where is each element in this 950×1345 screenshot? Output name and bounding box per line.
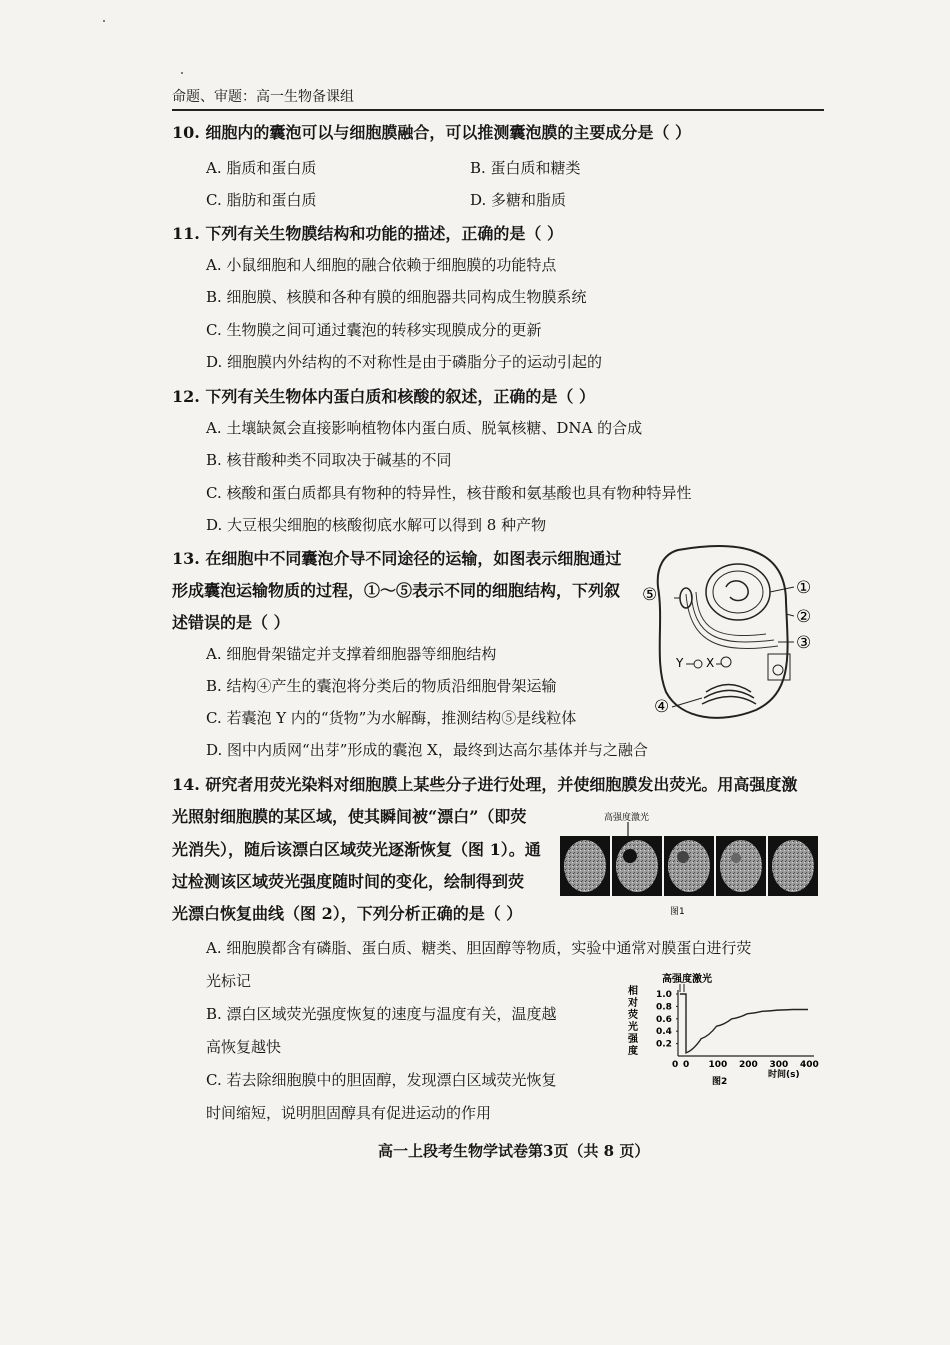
cell-membrane bbox=[658, 546, 788, 718]
y-axis-label-char: 强 bbox=[628, 1034, 638, 1045]
er-fold-3 bbox=[686, 594, 778, 648]
y-tick-label: 0.6 bbox=[656, 1014, 672, 1025]
question-13-stem-line2: 形成囊泡运输物质的过程，①～⑤表示不同的细胞结构，下列叙 bbox=[172, 581, 621, 600]
x-tick-label: 200 bbox=[739, 1060, 758, 1070]
question-14-stem-line5: 光漂白恢复曲线（图 2），下列分析正确的是（ ） bbox=[172, 904, 523, 923]
vesicle-y bbox=[694, 660, 702, 668]
question-11-option-a: A. 小鼠细胞和人细胞的融合依赖于细胞膜的功能特点 bbox=[206, 256, 557, 274]
question-13-option-b: B. 结构④产生的囊泡将分类后的物质沿细胞骨架运输 bbox=[206, 677, 557, 695]
question-14-option-c-line1: C. 若去除细胞膜中的胆固醇，发现漂白区域荧光恢复 bbox=[206, 1071, 557, 1089]
y-axis-label-char: 度 bbox=[628, 1046, 638, 1057]
y-axis-label-char: 对 bbox=[628, 998, 638, 1009]
cell-image-5 bbox=[772, 840, 814, 892]
vesicle-x bbox=[721, 657, 731, 667]
cell-image-4 bbox=[720, 840, 762, 892]
figure-1-fluorescence-images bbox=[558, 808, 818, 918]
question-10-option-b: B. 蛋白质和糖类 bbox=[470, 159, 581, 177]
question-11-option-d: D. 细胞膜内外结构的不对称性是由于磷脂分子的运动引起的 bbox=[206, 353, 603, 371]
figure-2-ylabel bbox=[627, 984, 639, 1057]
golgi-stack-3 bbox=[702, 697, 756, 705]
label-x: X bbox=[706, 656, 715, 670]
cell-diagram bbox=[636, 542, 826, 726]
recovery-curve bbox=[680, 994, 808, 1053]
figure-1-panels bbox=[560, 836, 818, 896]
y-axis-label-char: 相 bbox=[628, 986, 638, 997]
figure-2-recovery-chart bbox=[622, 964, 822, 1088]
y-tick-label: 0.2 bbox=[656, 1039, 672, 1050]
nucleolus bbox=[726, 581, 748, 601]
question-14-option-a-line2: 光标记 bbox=[206, 972, 252, 990]
y-tick-label: 0.4 bbox=[656, 1027, 672, 1038]
page-footer: 高一上段考生物学试卷第3页（共 8 页） bbox=[378, 1142, 650, 1160]
question-13-option-d: D. 图中内质网“出芽”形成的囊泡 X，最终到达高尔基体并与之融合 bbox=[206, 741, 648, 759]
figure-2-laser-label: 高强度激光 bbox=[662, 974, 712, 985]
label-5: ⑤ bbox=[642, 585, 658, 605]
vesicle bbox=[773, 665, 783, 675]
question-12-option-c: C. 核酸和蛋白质都具有物种的特异性，核苷酸和氨基酸也具有物种特异性 bbox=[206, 484, 692, 502]
figure-2-caption: 图2 bbox=[712, 1077, 728, 1087]
nucleus-outer bbox=[706, 564, 770, 620]
figure-2-xlabel: 时间(s) bbox=[768, 1070, 800, 1080]
x-tick-label: 0 bbox=[672, 1060, 679, 1070]
question-14-option-a-line1: A. 细胞膜都含有磷脂、蛋白质、糖类、胆固醇等物质，实验中通常对膜蛋白进行荧 bbox=[206, 939, 752, 957]
y-axis-label-char: 荧 bbox=[628, 1010, 638, 1021]
question-10-option-a: A. 脂质和蛋白质 bbox=[206, 159, 317, 177]
question-11-stem: 11. 下列有关生物膜结构和功能的描述，正确的是（ ） bbox=[172, 224, 563, 243]
question-14-stem-line1: 14. 研究者用荧光染料对细胞膜上某些分子进行处理，并使细胞膜发出荧光。用高强度激 bbox=[172, 775, 798, 794]
y-tick-label: 0.8 bbox=[656, 1002, 672, 1013]
question-11-option-b: B. 细胞膜、核膜和各种有膜的细胞器共同构成生物膜系统 bbox=[206, 288, 587, 306]
question-14-stem-line3: 光消失），随后该漂白区域荧光逐渐恢复（图 1）。通 bbox=[172, 840, 541, 859]
cell-image-3 bbox=[668, 840, 710, 892]
question-14-stem-line2: 光照射细胞膜的某区域，使其瞬间被“漂白”（即荧 bbox=[172, 807, 527, 826]
question-14-stem-line4: 过检测该区域荧光强度随时间的变化，绘制得到荧 bbox=[172, 872, 525, 891]
question-14-option-b-line1: B. 漂白区域荧光强度恢复的速度与温度有关，温度越 bbox=[206, 1005, 557, 1023]
cell-image-2 bbox=[616, 840, 658, 892]
question-14-option-b-line2: 高恢复越快 bbox=[206, 1038, 282, 1056]
question-10-stem: 10. 细胞内的囊泡可以与细胞膜融合，可以推测囊泡膜的主要成分是（ ） bbox=[172, 123, 691, 142]
cell-image-1 bbox=[564, 840, 606, 892]
question-13-option-c: C. 若囊泡 Y 内的“货物”为水解酶，推测结构⑤是线粒体 bbox=[206, 709, 577, 727]
question-12-option-a: A. 土壤缺氮会直接影响植物体内蛋白质、脱氧核糖、DNA 的合成 bbox=[206, 419, 643, 437]
page-header: 命题、审题：高一生物备课组 bbox=[172, 86, 824, 111]
question-12-option-d: D. 大豆根尖细胞的核酸彻底水解可以得到 8 种产物 bbox=[206, 516, 547, 534]
question-13-stem-line3: 述错误的是（ ） bbox=[172, 613, 290, 632]
nucleus-inner bbox=[713, 571, 763, 613]
y-axis-label-char: 光 bbox=[628, 1022, 638, 1033]
question-11-option-c: C. 生物膜之间可通过囊泡的转移实现膜成分的更新 bbox=[206, 321, 542, 339]
label-4: ④ bbox=[654, 697, 670, 717]
question-14-option-c-line2: 时间缩短，说明胆固醇具有促进运动的作用 bbox=[206, 1104, 492, 1122]
question-10-option-d: D. 多糖和脂质 bbox=[470, 191, 567, 209]
x-tick-label: 300 bbox=[769, 1060, 789, 1070]
figure-1-caption: 图1 bbox=[670, 907, 685, 917]
label-y: Y bbox=[676, 656, 684, 670]
question-12-option-b: B. 核苷酸种类不同取决于碱基的不同 bbox=[206, 451, 452, 469]
x-tick-label: 100 bbox=[708, 1060, 728, 1070]
question-13-stem-line1: 13. 在细胞中不同囊泡介导不同途径的运输，如图表示细胞通过 bbox=[172, 549, 622, 568]
question-13-option-a: A. 细胞骨架锚定并支撑着细胞器等细胞结构 bbox=[206, 645, 497, 663]
x-tick-label: 400 bbox=[800, 1060, 819, 1070]
label-1: ① bbox=[796, 578, 812, 598]
y-tick-label: 1.0 bbox=[656, 990, 672, 1000]
label-3: ③ bbox=[796, 633, 812, 653]
figure-1-laser-label: 高强度激光 bbox=[604, 813, 650, 823]
x-tick-label: 0 bbox=[683, 1060, 690, 1070]
question-12-stem: 12. 下列有关生物体内蛋白质和核酸的叙述，正确的是（ ） bbox=[172, 387, 595, 406]
label-2: ② bbox=[796, 607, 812, 627]
question-10-option-c: C. 脂肪和蛋白质 bbox=[206, 191, 317, 209]
